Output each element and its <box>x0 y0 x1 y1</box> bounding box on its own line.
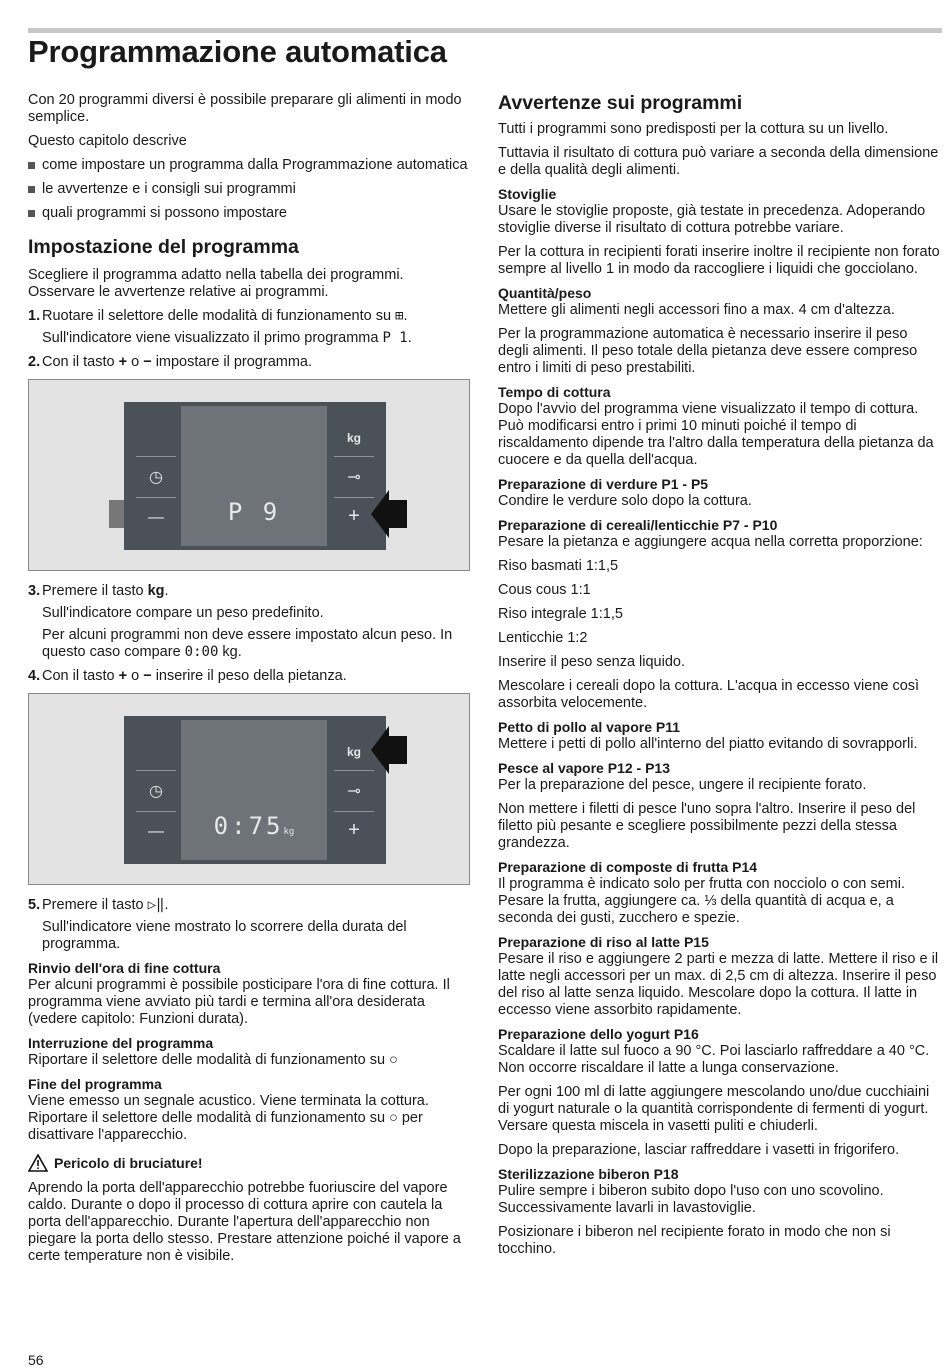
intro-text: Con 20 programmi diversi è possibile preparare gli alimenti in modo semplice. <box>28 92 462 125</box>
plus-icon: + <box>348 505 360 527</box>
section-biberon: Sterilizzazione biberon P18 Pulire sempre i biberon subito dopo l'uso con uno scovolino. Successivamente lavarli in lavastoviglie. <box>498 1166 884 1216</box>
left-column <box>28 92 470 1272</box>
ratio-item: Riso integrale 1:1,5 <box>498 606 623 622</box>
display-screen <box>181 720 327 860</box>
control-panel-figure-1 <box>28 379 470 571</box>
control-panel-figure-2 <box>28 693 470 885</box>
bullet-square-icon <box>28 210 35 217</box>
arrow-left-icon <box>371 490 407 538</box>
section-cereali: Preparazione di cereali/lenticchie P7 - P10 Pesare la pietanza e aggiungere acqua nella corretta proporzione: <box>498 517 923 550</box>
list-item: le avvertenze e i consigli sui programmi <box>28 181 470 198</box>
plus-icon: + <box>118 668 128 684</box>
minus-icon: − <box>143 668 152 684</box>
bullet-square-icon <box>28 186 35 193</box>
page-title: Programmazione automatica <box>28 34 447 69</box>
minus-icon: — <box>148 509 164 526</box>
arrow-left-icon <box>371 726 407 774</box>
notes-heading: Avvertenze sui programmi <box>498 92 743 114</box>
key-icon: ⊸ <box>347 469 361 486</box>
clock-icon: ◷ <box>149 469 163 486</box>
section-pesce: Pesce al vapore P12 - P13 Per la preparazione del pesce, ungere il recipiente forato. <box>498 760 867 793</box>
control-panel <box>124 402 386 550</box>
step-3: 3. Premere il tasto kg. Sull'indicatore compare un peso predefinito. Per alcuni programmi non deve essere impostato alcun peso. In questo caso compare 0:00 kg. <box>28 583 453 660</box>
ratio-item: Cous cous 1:1 <box>498 582 591 598</box>
warning-text: Aprendo la porta dell'apparecchio potrebbe fuoriuscire del vapore caldo. Durante o dopo il processo di cottura aprire con cautela la porta dell'apparecchio. Durante l'apertura dell'apparecchio non piegare la porta dello stesso. Prestare attenzione poiché il vapore a certe temperature non è visibile. <box>28 1180 461 1264</box>
warning-title: Pericolo di bruciature! <box>54 1154 203 1171</box>
step-1: 1. Ruotare il selettore delle modalità di funzionamento su ⊞. Sull'indicatore viene visualizzato il primo programma P 1. <box>28 308 412 346</box>
page-number: 56 <box>28 1352 44 1368</box>
section-yogurt: Preparazione dello yogurt P16 Scaldare il latte sul fuoco a 90 °C. Poi lasciarlo raffreddare a 40 °C. Non occorre riscaldare il latte a lunga conservazione. <box>498 1026 930 1076</box>
setting-heading: Impostazione del programma <box>28 236 299 258</box>
section: Rinvio dell'ora di fine cottura Per alcuni programmi è possibile posticipare l'ora di fine cottura. Il programma viene avviato più tardi e termina all'ora desiderata (vedere capitolo: Funzioni durata). <box>28 960 450 1027</box>
ratio-item: Riso basmati 1:1,5 <box>498 558 619 574</box>
step-4: 4. Con il tasto + o − inserire il peso della pietanza. <box>28 668 347 684</box>
warning-triangle-icon <box>28 1154 48 1172</box>
minus-icon: — <box>148 823 164 840</box>
chapter-bullets <box>28 157 470 222</box>
section-stoviglie: Stoviglie Usare le stoviglie proposte, già testate in precedenza. Adoperando stoviglie diverse il risultato di cottura potrebbe variare. <box>498 186 926 236</box>
section-verdure: Preparazione di verdure P1 - P5 Condire le verdure solo dopo la cottura. <box>498 476 752 509</box>
right-column: Avvertenze sui programmi Tutti i programmi sono predisposti per la cottura su un livello. Tuttavia il risultato di cottura può variare a seconda della dimensione e della qualità degli alimenti. Stoviglie Usare le stoviglie proposte, già testate in precedenza. Adoperando stoviglie diverse il risultato di cottura potrebbe variare. Per la cottura in recipienti forati inserire inoltre il recipiente non forato sempre al livello 1 in modo da raccogliere i liquidi che gocciolano. Quantità/peso Mettere gli alimenti negli accessori fino a max. 4 cm d'altezza. Per la programmazione automatica è necessario inserire il peso degli alimenti. Il peso totale della pietanza deve essere compreso entro i limiti di peso prestabiliti. Tempo di cottura Dopo l'avvio del programma viene visualizzato il tempo di cottura. Può modificarsi entro i primi 10 minuti poiché il tempo di riscaldamento dipende tra l'altro dalla temperatura della pietanza da cuocere e da quella dell'acqua. Preparazione di verdure P1 - P5 Condire le verdure solo dopo la cottura. Preparazione di cereali/lenticchie P7 - P10 Pesare la pietanza e aggiungere acqua nella corretta proporzione: Riso basmati 1:1,5 Cous cous 1:1 Riso integrale 1:1,5 Lenticchie 1:2 Inserire il peso senza liquido. Mescolare i cereali dopo la cottura. L'acqua in eccesso viene così assorbita velocemente. Petto di pollo al vapore P11 Mettere i petti di pollo all'interno del piatto evitando di sovrapporli. Pesce al vapore P12 - P13 Per la preparazione del pesce, ungere il recipiente forato. Non mettere i filetti di pesce l'uno sopra l'altro. Inserire il peso del filetto più pesante e scegliere possibilmente pezzi della stessa grandezza. Preparazione di composte di frutta P14 Il programma è indicato solo per frutta con nocciolo o con semi. Pesare la frutta, aggiungere ca. ⅓ della quantità di acqua e, a seconda dei gusti, zucchero e spezie. Preparazione di riso al latte P15 Pesare il riso e aggiungere 2 parti e mezza di latte. Mettere il riso e il latte negli accessori per un max. di 2,5 cm di altezza. Inserire il peso del riso al latte senza liquido. Mescolare dopo la cottura. Il latte in eccesso viene assorbito rapidamente. Preparazione dello yogurt P16 Scaldare il latte sul fuoco a 90 °C. Poi lasciarlo raffreddare a 40 °C. Non occorre riscaldare il latte a lunga conservazione. Per ogni 100 ml di latte aggiungere mescolando uno/due cucchiaini di yogurt naturale o la quantità corrispondente di fermenti di yogurt. Versare questa miscela in vasetti puliti e chiuderli. Dopo la preparazione, lasciar raffreddare i vasetti in frigorifero. Sterilizzazione biberon P18 Pulire sempre i biberon subito dopo l'uso con uno scovolino. Successivamente lavarli in lavastoviglie. Posizionare i biberon nel recipiente forato in modo che non si tocchino. <box>498 92 942 1265</box>
list-item: come impostare un programma dalla Programmazione automatica <box>28 157 470 174</box>
kg-icon: kg <box>346 745 361 759</box>
setting-intro: Scegliere il programma adatto nella tabella dei programmi. Osservare le avvertenze relative ai programmi. <box>28 267 404 300</box>
plus-icon: + <box>348 819 360 841</box>
step-2: 2. Con il tasto + o − impostare il programma. <box>28 354 313 370</box>
kg-key-icon: kg <box>147 583 165 599</box>
warning-header <box>28 1154 470 1172</box>
display-readout: P 9 <box>227 498 281 526</box>
chapter-desc: Questo capitolo descrive <box>28 133 187 149</box>
section-frutta: Preparazione di composte di frutta P14 Il programma è indicato solo per frutta con nocciolo o con semi. Pesare la frutta, aggiungere ca. ⅓ della quantità di acqua e, a seconda dei gusti, zucchero e spezie. <box>498 859 906 926</box>
kg-icon: kg <box>346 431 361 445</box>
display-code: P 1 <box>382 330 408 346</box>
key-icon: ⊸ <box>347 783 361 800</box>
section: Fine del programma Viene emesso un segnale acustico. Viene terminata la cottura. Riportare il selettore delle modalità di funzionamento su ○ per disattivare l'apparecchio. <box>28 1076 429 1143</box>
ratio-item: Lenticchie 1:2 <box>498 630 588 646</box>
display-readout: 0:75kg <box>213 812 295 840</box>
section-pollo: Petto di pollo al vapore P11 Mettere i petti di pollo all'interno del piatto evitando di sovrapporli. <box>498 719 918 752</box>
section-riso: Preparazione di riso al latte P15 Pesare il riso e aggiungere 2 parti e mezza di latte. Mettere il riso e il latte negli accessori per un max. di 2,5 cm di altezza. Inserire il peso del riso al latte senza liquido. Mescolare dopo la cottura. Il latte in eccesso viene assorbito rapidamente. <box>498 934 939 1018</box>
plus-icon: + <box>118 354 128 370</box>
minus-icon: − <box>143 354 152 370</box>
display-screen <box>181 406 327 546</box>
list-item: quali programmi si possono impostare <box>28 205 470 222</box>
control-panel <box>124 716 386 864</box>
program-mode-icon: ⊞ <box>395 308 404 324</box>
start-pause-icon: ▷‖ <box>147 897 165 913</box>
section: Interruzione del programma Riportare il selettore delle modalità di funzionamento su ○ <box>28 1035 398 1068</box>
section-quantita: Quantità/peso Mettere gli alimenti negli accessori fino a max. 4 cm d'altezza. <box>498 285 895 318</box>
bullet-square-icon <box>28 162 35 169</box>
section-tempo: Tempo di cottura Dopo l'avvio del programma viene visualizzato il tempo di cottura. Può modificarsi entro i primi 10 minuti poiché il tempo di riscaldamento dipende tra l'altro dalla temperatura della pietanza da cuocere e da quella dell'acqua. <box>498 384 934 468</box>
top-rule <box>28 28 942 33</box>
step-5: 5. Premere il tasto ▷‖. Sull'indicatore viene mostrato lo scorrere della durata del programma. <box>28 897 407 952</box>
clock-icon: ◷ <box>149 783 163 800</box>
